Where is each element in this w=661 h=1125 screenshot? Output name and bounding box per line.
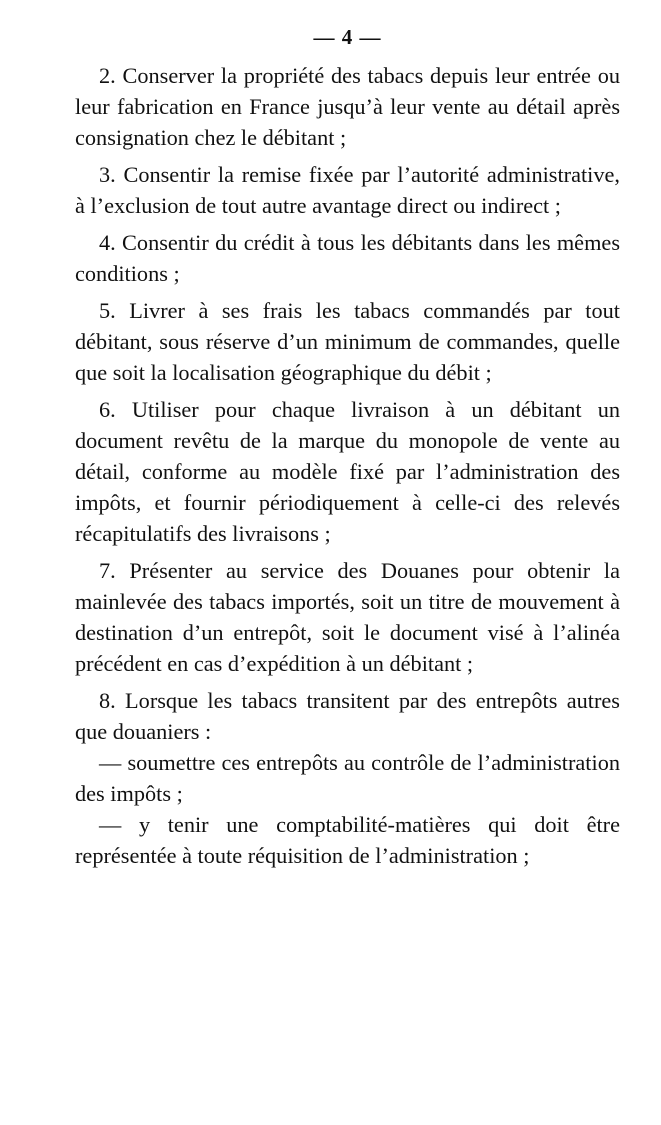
paragraph-8: 8. Lorsque les tabacs transitent par des entrepôts autres que douaniers : — [75, 688, 620, 744]
paragraph-8-dash-2: — y tenir une comptabilité-matières qui doit être représentée à toute réquisition de l’administration ; — [75, 812, 620, 868]
paragraph-8-dash-1: — soumettre ces entrepôts au contrôle de l’administration des impôts ; — [75, 750, 620, 806]
paragraph-5: 5. Livrer à ses frais les tabacs commandés par tout débitant, sous réserve d’un minimum de commandes, quelle que soit la localisation géographique du débit ; — [75, 298, 620, 385]
paragraph-2: 2. Conserver la propriété des tabacs depuis leur entrée ou leur fabrication en France jusqu’à leur vente au détail après consignation chez le débitant ; — [75, 63, 620, 150]
paragraph-7: 7. Présenter au service des Douanes pour obtenir la mainlevée des tabacs importés, soit un titre de mouvement à destination d’un entrepôt, soit le document visé à l’alinéa précédent en cas d’expédition à un débitant ; — [75, 558, 620, 676]
document-page — [75, 24, 620, 871]
paragraph-6: 6. Utiliser pour chaque livraison à un débitant un document revêtu de la marque du monopole de vente au détail, conforme au modèle fixé par l’administration des impôts, et fournir périodiquement à celle-ci des relevés récapitulatifs des livraisons ; — [75, 397, 620, 546]
paragraph-4: 4. Consentir du crédit à tous les débitants dans les mêmes conditions ; — [75, 230, 620, 286]
page-number: — 4 — — [313, 25, 382, 49]
paragraph-3: 3. Consentir la remise fixée par l’autorité administrative, à l’exclusion de tout autre avantage direct ou indirect ; — [75, 162, 620, 218]
